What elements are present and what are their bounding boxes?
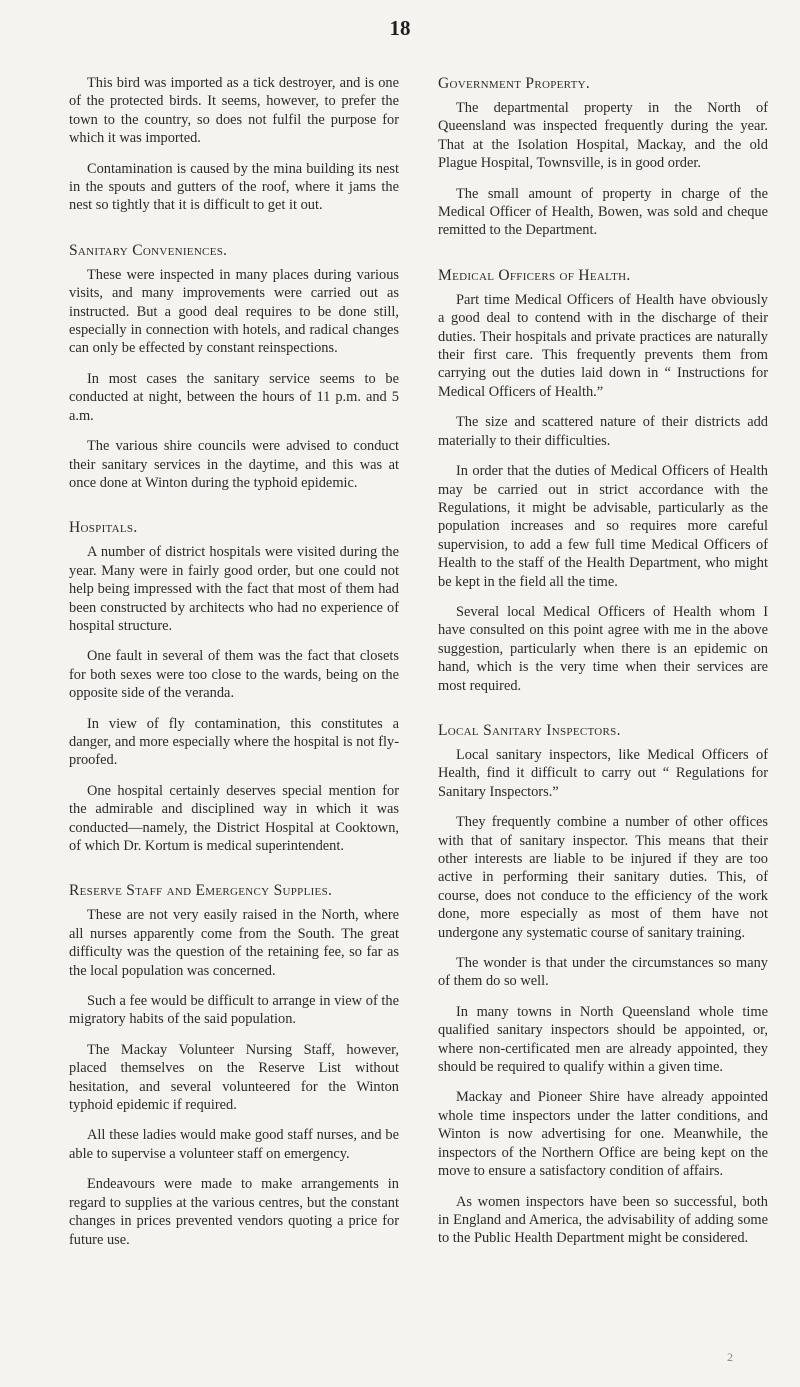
paragraph: As women inspectors have been so successful, both in England and America, the advisability of adding some to the Public Health Department might be considered. [438,1193,768,1247]
paragraph: One fault in several of them was the fact that closets for both sexes were too close to the wards, being on the opposite side of the veranda. [69,648,399,702]
footer-mark: 2 [727,1350,733,1364]
section-heading: Reserve Staff and Emergency Supplies. [69,882,333,900]
right-column [438,74,768,1260]
paragraph: They frequently combine a number of other offices with that of sanitary inspector. This means that their other interests are liable to be injured if they are too active in performing their sanitary duties. This, of course, does not conduce to the efficiency of the work done, more especially as most of them have not undergone any systematic course of sanitary training. [438,814,768,941]
paragraph: These are not very easily raised in the North, where all nurses apparently come from the South. The great difficulty was the question of the retaining fee, so far as the local population was concerned. [69,907,399,979]
paragraph: This bird was imported as a tick destroyer, and is one of the protected birds. It seems, however, to prefer the town to the country, so does not fulfil the purpose for which it was imported. [69,75,399,147]
section-gap [69,227,399,241]
paragraph: The wonder is that under the circumstances so many of them do so well. [438,955,768,990]
paragraph: Endeavours were made to make arrangements in regard to supplies at the various centres, but the constant changes in prices prevented vendors quoting a price for future use. [69,1176,399,1248]
paragraph: In many towns in North Queensland whole time qualified sanitary inspectors should be appointed, or, where non-certificated men are already appointed, they should be required to qualify within a given time. [438,1003,768,1076]
paragraph: Such a fee would be difficult to arrange in view of the migratory habits of the said population. [69,993,399,1028]
section-heading: Local Sanitary Inspectors. [438,721,621,739]
paragraph: One hospital certainly deserves special mention for the admirable and disciplined way in which it was conducted—namely, the District Hospital at Cooktown, of which Dr. Kortum is medical superintendent. [69,782,399,854]
section-heading: Medical Officers of Health. [438,266,631,284]
section-heading: Hospitals. [69,519,138,537]
paragraph: All these ladies would make good staff nurses, and be able to supervise a volunteer staff on emergency. [69,1127,399,1162]
paragraph: Local sanitary inspectors, like Medical Officers of Health, find it difficult to carry out “ Regulations for Sanitary Inspectors.” [438,746,768,800]
paragraph: In view of fly contamination, this constitutes a danger, and more especially where the hospital is not fly-proofed. [69,715,399,769]
paragraph: The Mackay Volunteer Nursing Staff, however, placed themselves on the Reserve List without hesitation, and several volunteered for the Winton typhoid epidemic if required. [69,1041,399,1114]
paragraph: Part time Medical Officers of Health have obviously a good deal to contend with in the discharge of their duties. Their hospitals and private practices are naturally their first care. This frequently prevents them from carrying out the duties laid down in “ Instructions for Medical Officers of Health.” [438,291,768,400]
section-heading: Government Property. [438,75,591,92]
paragraph: In order that the duties of Medical Officers of Health may be carried out in strict accordance with the Regulations, it might be advisable, particularly as the population increases and so requires more careful supervision, to add a few full time Medical Officers of Health to the staff of the Health Department, who might be kept in the field all the time. [438,463,768,590]
section-gap [69,867,399,881]
section-gap [69,504,399,518]
paragraph: A number of district hospitals were visited during the year. Many were in fairly good order, but one could not help being impressed with the fact that most of them had been constructed by architects who had no experience of hospital structure. [69,544,399,634]
paragraph: In most cases the sanitary service seems to be conducted at night, between the hours of 11 p.m. and 5 a.m. [69,370,399,424]
section-heading: Sanitary Conveniences. [69,241,228,259]
paragraph: These were inspected in many places during various visits, and many improvements were carried out as instructed. But a good deal requires to be done still, especially in connection with hotels, and radical changes can only be effected by constant reinspections. [69,266,399,357]
section-gap [438,707,768,721]
paragraph: The size and scattered nature of their districts add materially to their difficulties. [438,414,768,449]
paragraph: Several local Medical Officers of Health whom I have consulted on this point agree with me in the above suggestion, particularly when there is an epidemic on hand, which is the very time when their services are most required. [438,603,768,694]
paragraph: The departmental property in the North of Queensland was inspected frequently during the year. That at the Isolation Hospital, Mackay, and the old Plague Hospital, Townsville, is in good order. [438,100,768,172]
paragraph: Contamination is caused by the mina building its nest in the spouts and gutters of the roof, where it jams the nest so tightly that it is difficult to get it out. [69,160,399,214]
page-number: 18 [389,16,411,40]
left-column [69,74,399,1261]
paragraph: The various shire councils were advised to conduct their sanitary services in the daytime, and this was at once done at Winton during the typhoid epidemic. [69,438,399,491]
paragraph: The small amount of property in charge of the Medical Officer of Health, Bowen, was sold and cheque remitted to the Department. [438,185,768,239]
paragraph: Mackay and Pioneer Shire have already appointed whole time inspectors under the latter conditions, and Winton is now advertising for one. Meanwhile, the inspectors of the Northern Office are being kept on the move to ensure a satisfactory condition of affairs. [438,1089,768,1180]
section-gap [438,252,768,266]
